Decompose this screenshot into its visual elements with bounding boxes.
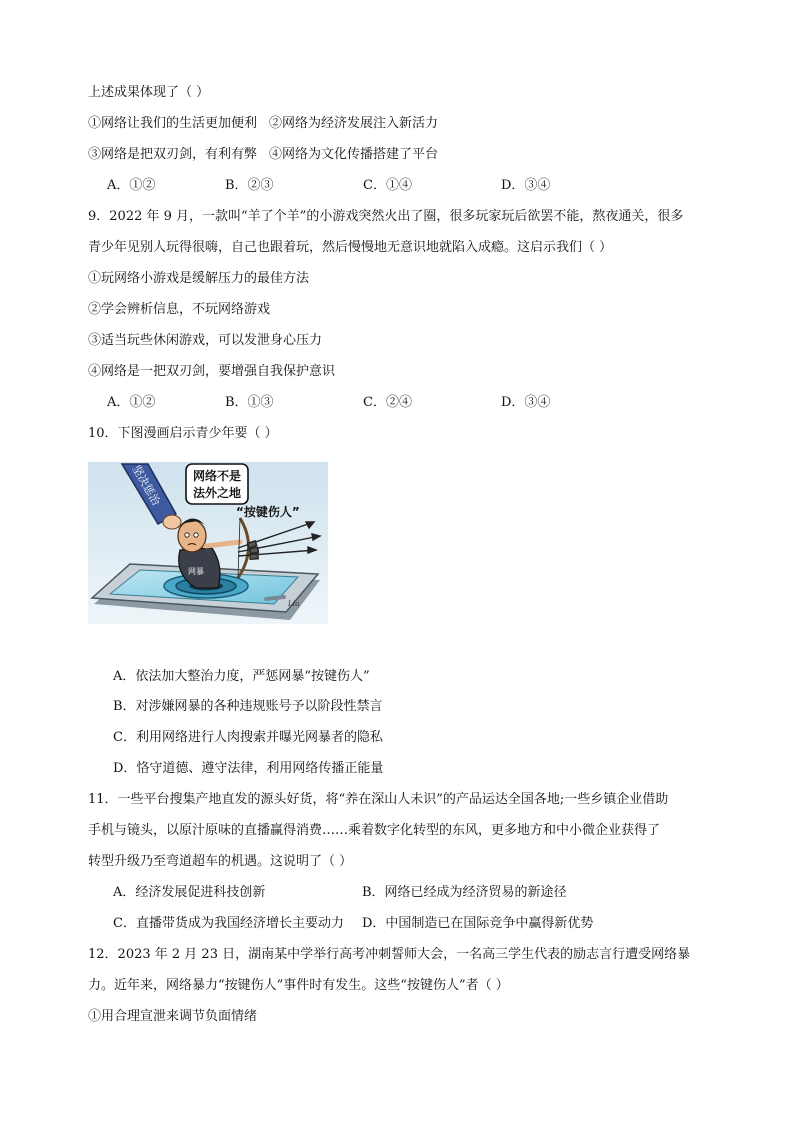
q8-option-b[interactable]: B．②③ [225,178,274,193]
q10-stem: 10．下图漫画启示青少年要（ ） [88,426,278,441]
q8-option-c[interactable]: C．①④ [363,178,412,193]
q11-option-d[interactable]: D．中国制造已在国际竞争中赢得新优势 [362,916,594,931]
q8-statement-1: ①网络让我们的生活更加便利 [88,116,258,131]
sleeve-text: 坚决惩治 [129,463,163,508]
speech-bubble [186,464,248,504]
q8-statements-row2 [88,146,438,164]
signature: Liu [288,600,300,608]
q9-option-a[interactable]: A．①② [107,395,156,410]
q9-statement-1: ①玩网络小游戏是缓解压力的最佳方法 [88,271,310,286]
shirt-text: 网暴 [188,567,204,576]
q8-options [107,177,667,195]
q9-options [107,394,667,412]
q11-stem-line2: 手机与镜头，以原汁原味的直播赢得消费……乘着数字化转型的东风，更多地方和中小微企业获得了 [88,823,661,838]
q9-statement-2: ②学会辨析信息，不玩网络游戏 [88,302,271,317]
q12-statement-1: ①用合理宣泄来调节负面情绪 [88,1009,258,1024]
q9-option-d[interactable]: D．③④ [501,395,551,410]
q11-options-row1 [113,884,673,902]
arrow-label: “按键伤人” [236,505,300,519]
q8-stem: 上述成果体现了（ ） [88,85,210,100]
q8-statement-2: ②网络为经济发展注入新活力 [269,116,439,131]
q8-option-a[interactable]: A．①② [107,178,156,193]
q8-option-d[interactable]: D．③④ [501,178,551,193]
q10-option-d[interactable]: D．恪守道德、遵守法律，利用网络传播正能量 [113,761,384,776]
q10-option-a[interactable]: A．依法加大整治力度，严惩网暴“按键伤人” [113,669,370,684]
q8-statement-3: ③网络是把双刃剑，有利有弊 [88,147,258,162]
q8-statements-row1 [88,115,438,133]
q9-stem-line2: 青少年见别人玩得很嗨，自己也跟着玩，然后慢慢地无意识地就陷入成瘾。这启示我们（ ） [88,240,613,255]
q11-option-b[interactable]: B．网络已经成为经济贸易的新途径 [362,885,567,900]
q10-cartoon [88,462,328,624]
q9-statement-3: ③适当玩些休闲游戏，可以发泄身心压力 [88,333,323,348]
q8-statement-4: ④网络为文化传播搭建了平台 [269,147,439,162]
q11-stem-line3: 转型升级乃至弯道超车的机遇。这说明了（ ） [88,854,353,869]
q9-option-c[interactable]: C．②④ [363,395,412,410]
q9-option-b[interactable]: B．①③ [225,395,274,410]
q12-stem-line1: 12．2023 年 2 月 23 日，湖南某中学举行高考冲刺誓师大会，一名高三学生代表的励志言行遭受网络暴 [88,947,691,962]
bubble-line-2: 法外之地 [192,486,242,500]
q10-option-c[interactable]: C．利用网络进行人肉搜索并曝光网暴者的隐私 [113,730,383,745]
bubble-line-1: 网络不是 [192,469,242,483]
q11-stem-line1: 11．一些平台搜集产地直发的源头好货，将“养在深山人未识”的产品运达全国各地;一些乡镇企业借助 [88,792,669,807]
q12-stem-line2: 力。近年来，网络暴力“按键伤人”事件时有发生。这些“按键伤人”者（ ） [88,978,509,993]
q11-option-a[interactable]: A．经济发展促进科技创新 [113,885,266,900]
q9-statement-4: ④网络是一把双刃剑，要增强自我保护意识 [88,364,336,379]
q9-stem-line1: 9．2022 年 9 月，一款叫“羊了个羊”的小游戏突然火出了圈，很多玩家玩后欲罢不能，熬夜通关，很多 [88,209,684,224]
q11-option-c[interactable]: C．直播带货成为我国经济增长主要动力 [113,916,344,931]
q11-options-row2 [113,915,673,933]
q10-option-b[interactable]: B．对涉嫌网暴的各种违规账号予以阶段性禁言 [113,699,383,714]
